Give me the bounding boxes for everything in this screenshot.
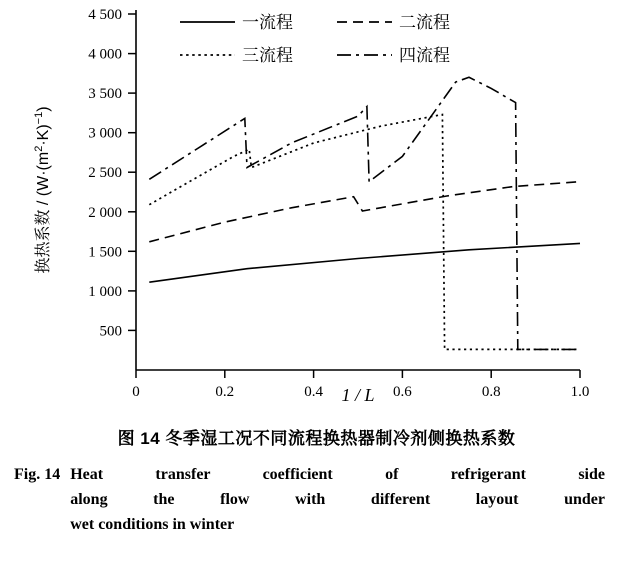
caption-english-label: Fig. 14 [14, 466, 61, 483]
svg-text:二流程: 二流程 [399, 13, 450, 32]
svg-text:2 500: 2 500 [88, 165, 122, 182]
series-one-flow [149, 243, 580, 282]
svg-text:0.6: 0.6 [393, 384, 412, 400]
svg-text:1 000: 1 000 [88, 283, 122, 300]
caption-english-line: along the flow with different layout under [70, 490, 605, 508]
y-axis-ticks [88, 7, 136, 339]
x-axis-label: 1 / L [341, 385, 375, 405]
svg-text:500: 500 [99, 323, 122, 340]
svg-text:3 000: 3 000 [88, 125, 122, 142]
svg-text:2 000: 2 000 [88, 204, 122, 221]
svg-text:三流程: 三流程 [242, 46, 293, 65]
chart-axes [136, 10, 580, 370]
svg-text:3 500: 3 500 [88, 86, 122, 103]
svg-text:四流程: 四流程 [399, 46, 450, 65]
chart-legend [180, 13, 450, 65]
svg-text:0.2: 0.2 [215, 384, 235, 400]
svg-text:1 500: 1 500 [88, 244, 122, 261]
figure-caption [0, 424, 633, 537]
svg-text:0: 0 [132, 384, 140, 400]
caption-chinese: 图 14 冬季湿工况不同流程换热器制冷剂侧换热系数 [117, 429, 516, 448]
caption-english-lines [70, 463, 605, 537]
svg-text:一流程: 一流程 [242, 13, 293, 32]
series-three-flow [149, 115, 580, 350]
series-four-flow [149, 77, 580, 349]
svg-text:0.8: 0.8 [481, 384, 501, 400]
y-axis-label [33, 106, 52, 273]
svg-text:1.0: 1.0 [570, 384, 590, 400]
svg-text:4 000: 4 000 [88, 46, 122, 63]
caption-english-line: wet conditions in winter [70, 515, 235, 533]
caption-english-line: Heat transfer coefficient of refrigerant side [70, 466, 605, 483]
svg-text:换热系数 / (W·(m2·K)−1): 换热系数 / $(W\cdot(m^2\cdot K)^{-1})$ [33, 106, 52, 274]
series-two-flow [149, 182, 580, 242]
svg-text:0.4: 0.4 [304, 384, 323, 400]
caption-english [0, 463, 633, 537]
svg-text:4 500: 4 500 [88, 7, 122, 23]
